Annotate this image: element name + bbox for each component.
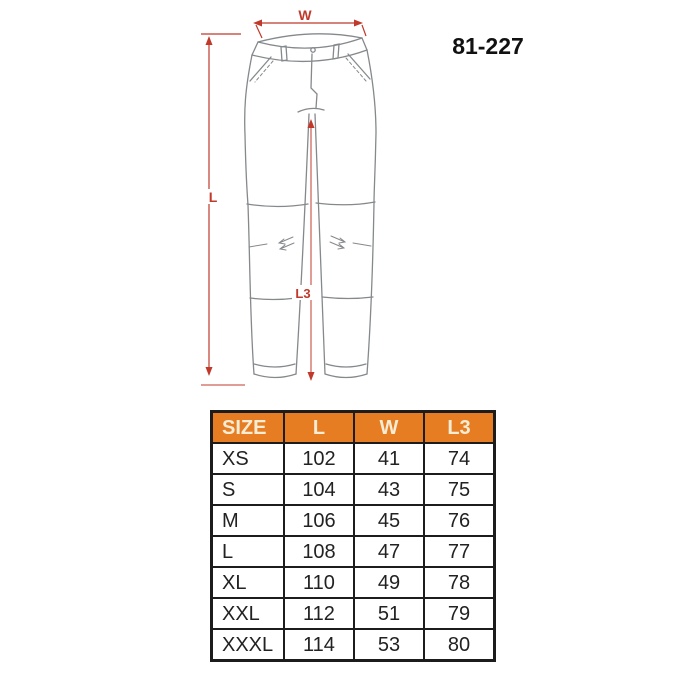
inseam-cell: 78 xyxy=(424,567,495,598)
header-length: L xyxy=(284,412,354,444)
pocket-left xyxy=(250,57,271,81)
arrowhead-up-icon xyxy=(206,36,213,45)
inseam-cell: 80 xyxy=(424,629,495,661)
width-cell: 51 xyxy=(354,598,424,629)
width-cell: 41 xyxy=(354,443,424,474)
size-cell: XXXL xyxy=(212,629,285,661)
table-row xyxy=(212,505,495,536)
size-cell: XL xyxy=(212,567,285,598)
inseam-cell: 76 xyxy=(424,505,495,536)
size-table xyxy=(210,410,496,662)
inseam-cell: 75 xyxy=(424,474,495,505)
table-row xyxy=(212,629,495,661)
table-row xyxy=(212,474,495,505)
inseam-label: L3 xyxy=(295,286,311,301)
size-cell: XXL xyxy=(212,598,285,629)
product-code: 81-227 xyxy=(452,33,524,59)
trousers-outline-drawing xyxy=(245,34,376,378)
header-inseam: L3 xyxy=(424,412,495,444)
width-cell: 47 xyxy=(354,536,424,567)
length-label: L xyxy=(208,189,218,205)
length-cell: 106 xyxy=(284,505,354,536)
width-cell: 53 xyxy=(354,629,424,661)
arrowhead-left-icon xyxy=(253,20,262,27)
inseam-cell: 77 xyxy=(424,536,495,567)
width-cell: 43 xyxy=(354,474,424,505)
size-cell: S xyxy=(212,474,285,505)
arrowhead-down-icon xyxy=(206,367,213,376)
width-cell: 49 xyxy=(354,567,424,598)
pocket-right xyxy=(348,54,370,79)
table-row xyxy=(212,567,495,598)
header-width: W xyxy=(354,412,424,444)
belt-loop-left xyxy=(281,46,287,61)
dimension-annotations xyxy=(201,20,366,386)
belt-loop-right xyxy=(333,44,339,59)
size-cell: M xyxy=(212,505,285,536)
header-size: SIZE xyxy=(212,412,285,444)
size-cell: XS xyxy=(212,443,285,474)
size-table-header-row xyxy=(212,412,495,444)
dimension-labels xyxy=(203,7,314,301)
length-cell: 104 xyxy=(284,474,354,505)
length-cell: 110 xyxy=(284,567,354,598)
waist-button xyxy=(311,48,315,52)
length-cell: 108 xyxy=(284,536,354,567)
length-dimension xyxy=(201,34,245,385)
inseam-dimension xyxy=(308,119,315,381)
width-cell: 45 xyxy=(354,505,424,536)
length-cell: 112 xyxy=(284,598,354,629)
table-row xyxy=(212,443,495,474)
inseam-cell: 79 xyxy=(424,598,495,629)
width-label: W xyxy=(298,7,312,23)
arrowhead-down-icon xyxy=(308,372,315,381)
inseam-cell: 74 xyxy=(424,443,495,474)
table-row xyxy=(212,536,495,567)
length-cell: 114 xyxy=(284,629,354,661)
table-row xyxy=(212,598,495,629)
length-cell: 102 xyxy=(284,443,354,474)
knee-stitch-marks xyxy=(249,236,371,250)
size-cell: L xyxy=(212,536,285,567)
